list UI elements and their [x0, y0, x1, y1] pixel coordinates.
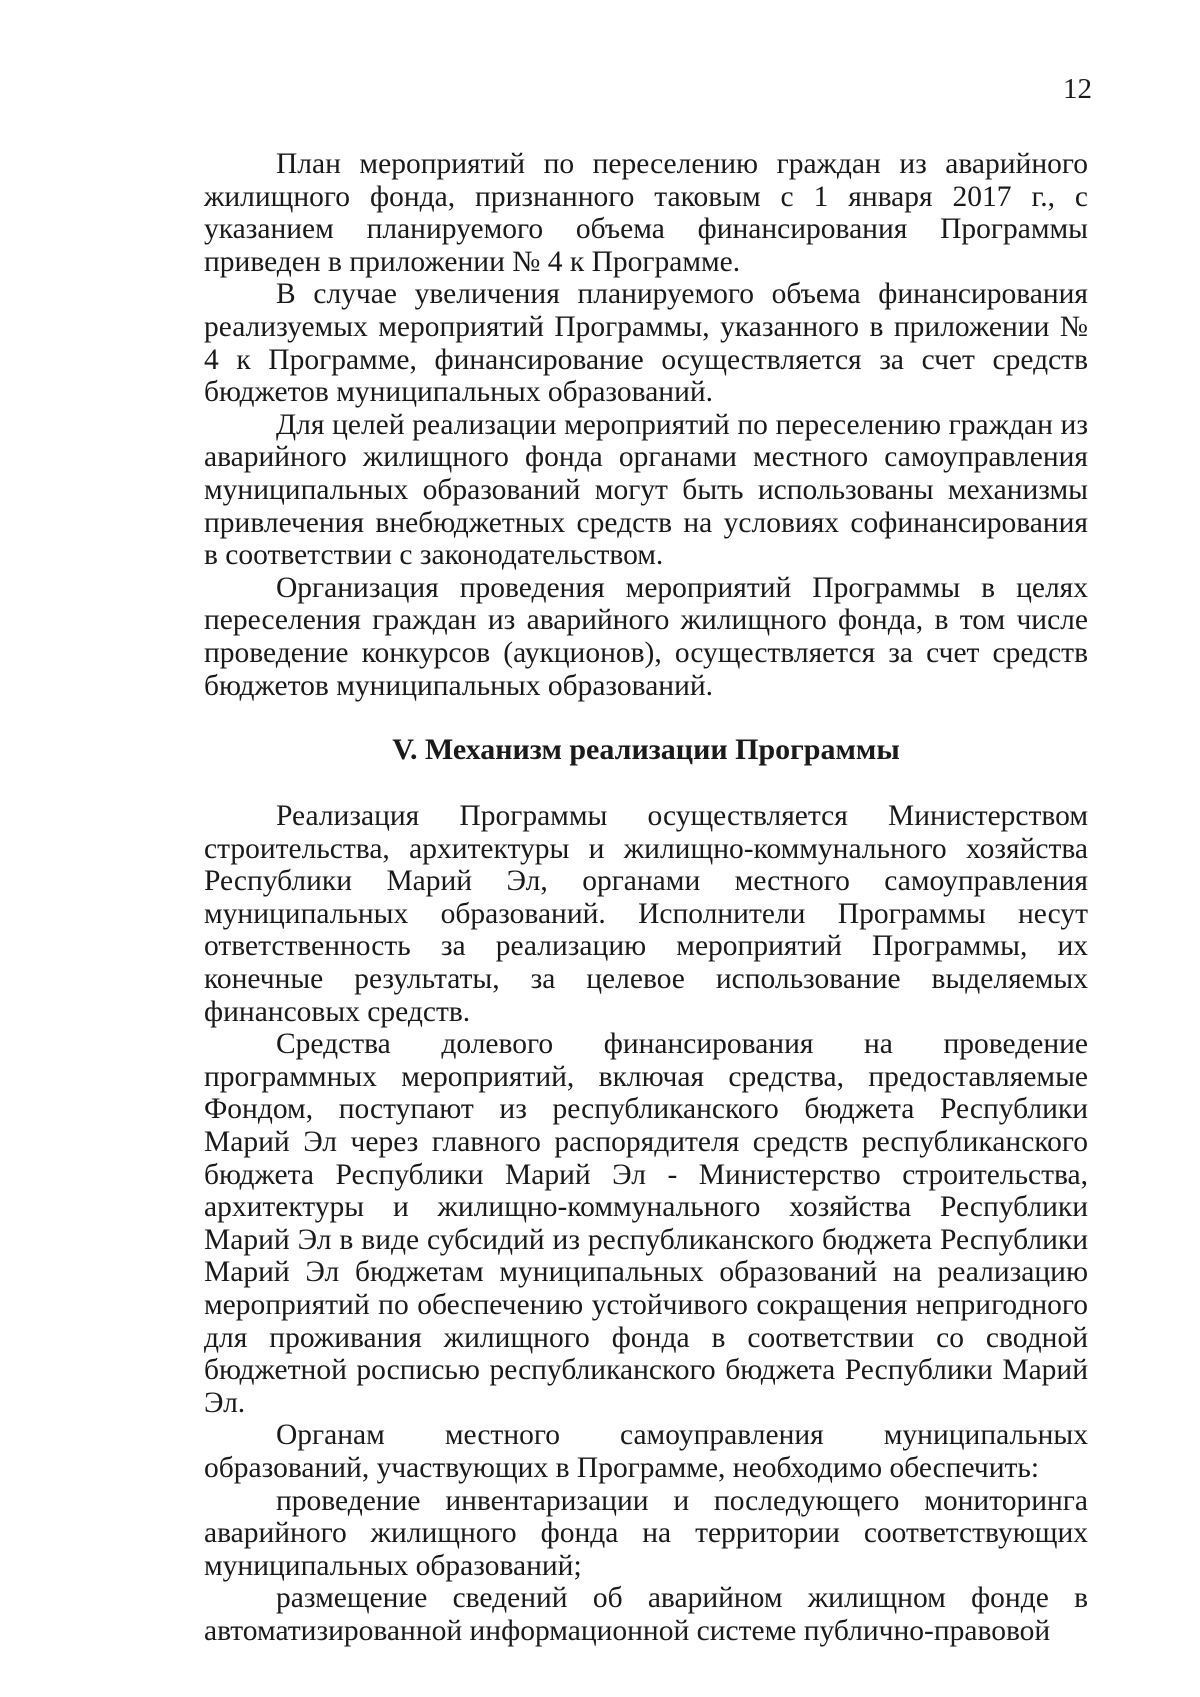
paragraph: Организация проведения мероприятий Программы в целях переселения граждан из аварийного жилищного фонда, в том числе проведение конкурсов (аукционов), осуществляется за счет средств бюджетов муниципальных образований.: [204, 571, 1088, 702]
paragraph: Средства долевого финансирования на проведение программных мероприятий, включая средства, предоставляемые Фондом, поступают из республиканского бюджета Республики Марий Эл через главного распорядителя средств республиканского бюджета Республики Марий Эл - Министерство строительства, архитектуры и жилищно-коммунального хозяйства Республики Марий Эл в виде субсидий из республиканского бюджета Республики Марий Эл бюджетам муниципальных образований на реализацию мероприятий по обеспечению устойчивого сокращения непригодного для проживания жилищного фонда в соответствии со сводной бюджетной росписью республиканского бюджета Республики Марий Эл.: [204, 1028, 1088, 1419]
page-number: 12: [1063, 73, 1092, 105]
paragraph: Органам местного самоуправления муниципальных образований, участвующих в Программе, необходимо обеспечить:: [204, 1419, 1088, 1484]
paragraph: размещение сведений об аварийном жилищном фонде в автоматизированной информационной системе публично-правовой: [204, 1582, 1088, 1647]
paragraph: План мероприятий по переселению граждан из аварийного жилищного фонда, признанного таковым с 1 января 2017 г., с указанием планируемого объема финансирования Программы приведен в приложении № 4 к Программе.: [204, 148, 1088, 278]
section-heading: V. Механизм реализации Программы: [392, 733, 900, 767]
paragraph: проведение инвентаризации и последующего мониторинга аварийного жилищного фонда на территории соответствующих муниципальных образований;: [204, 1484, 1088, 1582]
paragraph: Реализация Программы осуществляется Министерством строительства, архитектуры и жилищно-коммунального хозяйства Республики Марий Эл, органами местного самоуправления муниципальных образований. Исполнители Программы несут ответственность за реализацию мероприятий Программы, их конечные результаты, за целевое использование выделяемых финансовых средств.: [204, 800, 1088, 1028]
paragraph: Для целей реализации мероприятий по переселению граждан из аварийного жилищного фонда органами местного самоуправления муниципальных образований могут быть использованы механизмы привлечения внебюджетных средств на условиях софинансирования в соответствии с законодательством.: [204, 408, 1088, 572]
paragraph: В случае увеличения планируемого объема финансирования реализуемых мероприятий Программы, указанного в приложении № 4 к Программе, финансирование осуществляется за счет средств бюджетов муниципальных образований.: [204, 278, 1088, 409]
page-content: [204, 148, 1088, 1648]
